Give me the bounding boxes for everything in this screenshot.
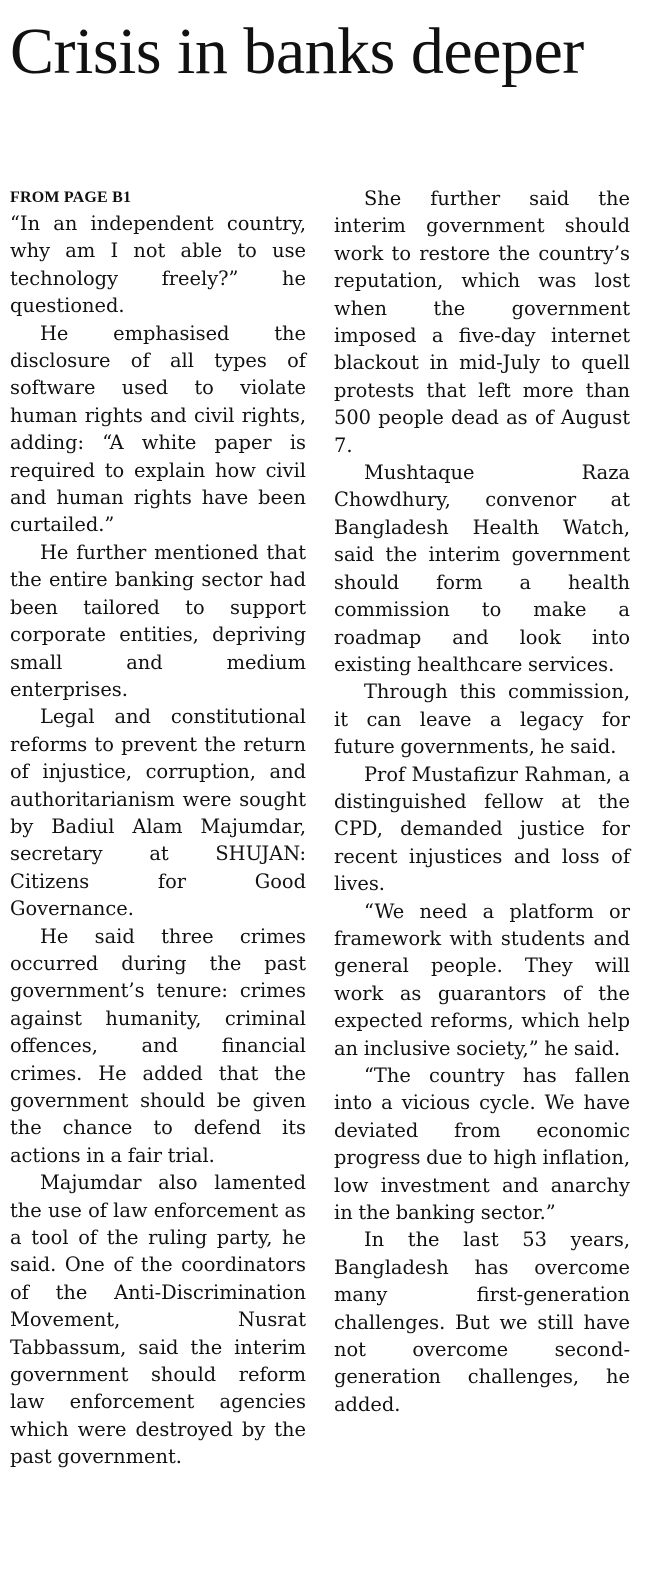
paragraph: Mushtaque Raza Chowdhury, convenor at Bangladesh Health Watch, said the interim government should form a health commission to make a roadmap and look into existing healthcare services. (334, 461, 630, 676)
paragraph: Prof Mustafizur Rahman, a distinguished fellow at the CPD, demanded justice for recent injustices and loss of lives. (334, 762, 630, 896)
paragraph: He said three crimes occurred during the past government’s tenure: crimes against humanity, criminal offences, and financial crimes. He added that the government should be given the chance to defend its actions in a fair trial. (10, 924, 306, 1167)
paragraph: He further mentioned that the entire banking sector had been tailored to support corporate entities, depriving small and medium enterprises. (10, 540, 306, 701)
paragraph: He emphasised the disclosure of all types of software used to violate human rights and civil rights, adding: “A white paper is required to explain how civil and human rights have been curtailed.” (10, 321, 306, 537)
paragraph: She further said the interim government should work to restore the country’s reputation, which was lost when the government imposed a five-day internet blackout in mid-July to quell protests that left more than 500 people dead as of August 7. (334, 187, 630, 457)
headline: Crisis in banks deeper (10, 15, 584, 88)
paragraph: Majumdar also lamented the use of law enforcement as a tool of the ruling party, he said. One of the coordinators of the Anti-Discrimination Movement, Nusrat Tabbassum, said the interim government should reform law enforcement agencies which were destroyed by the past government. (10, 1171, 306, 1469)
article-column-left (10, 186, 306, 1471)
paragraph: Legal and constitutional reforms to prevent the return of injustice, corruption, and authoritarianism were sought by Badiul Alam Majumdar, secretary at SHUJAN: Citizens for Good Governance. (10, 705, 306, 921)
article-column-right (334, 185, 630, 1418)
dateline: FROM PAGE B1 (10, 189, 132, 206)
paragraph: “The country has fallen into a vicious cycle. We have deviated from economic progress due to high inflation, low investment and anarchy in the banking sector.” (334, 1064, 631, 1225)
paragraph: “In an independent country, why am I not able to use technology freely?” he questioned. (10, 212, 306, 318)
paragraph: Through this commission, it can leave a legacy for future governments, he said. (334, 680, 630, 759)
paragraph: In the last 53 years, Bangladesh has overcome many first-generation challenges. But we still have not overcome second-generation challenges, he added. (334, 1228, 630, 1416)
paragraph: “We need a platform or framework with students and general people. They will work as guarantors of the expected reforms, which help an inclusive society,” he said. (334, 899, 630, 1060)
